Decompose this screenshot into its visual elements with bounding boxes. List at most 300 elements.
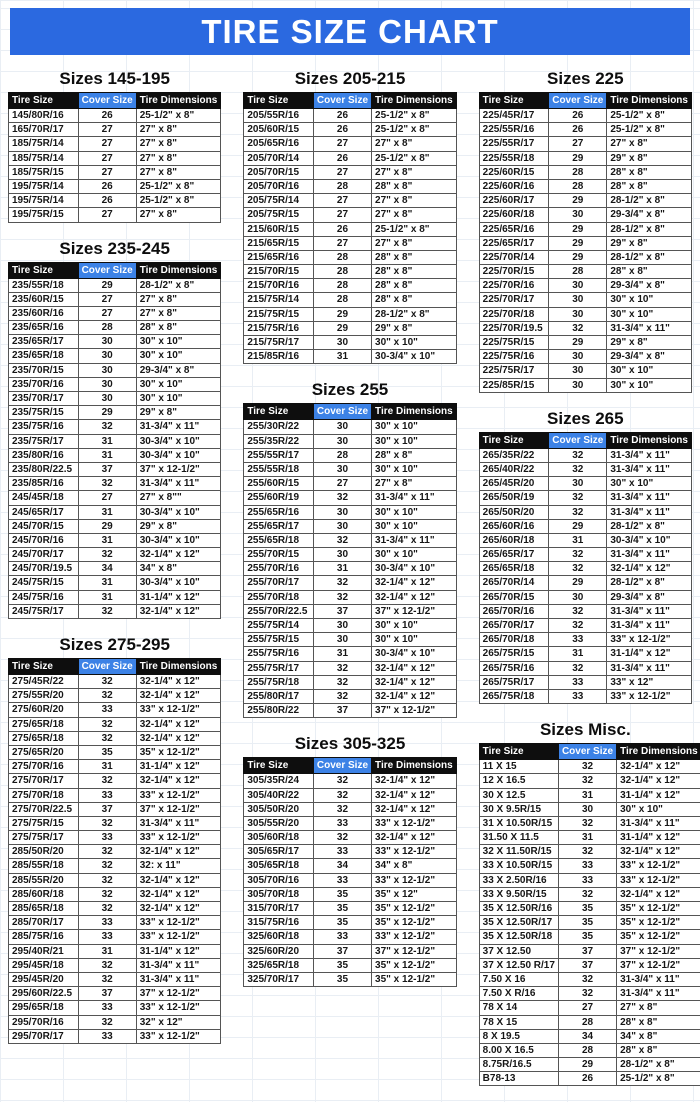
tire-size-cell: 255/35R/22 — [244, 434, 314, 448]
cover-size-cell: 30 — [549, 293, 607, 307]
tire-dimensions-cell: 33" x 12-1/2" — [372, 873, 457, 887]
table-row — [9, 831, 221, 845]
column-header-tire-size: Tire Size — [244, 404, 314, 420]
tire-size-cell: 285/60R/18 — [9, 887, 79, 901]
tire-dimensions-cell: 28" x 8" — [607, 179, 692, 193]
tire-size-cell: 265/35R/22 — [479, 448, 549, 462]
tire-dimensions-cell: 35" x 12-1/2" — [372, 958, 457, 972]
tire-size-cell: 195/75R/14 — [9, 179, 79, 193]
tire-dimensions-cell: 31-3/4" x 11" — [607, 661, 692, 675]
tire-dimensions-cell: 30" x 10" — [372, 420, 457, 434]
cover-size-cell: 31 — [78, 533, 136, 547]
tire-dimensions-cell: 30" x 10" — [372, 633, 457, 647]
table-row — [479, 944, 700, 958]
tire-size-cell: 265/70R/16 — [479, 604, 549, 618]
table-row — [479, 760, 700, 774]
column-header-cover-size: Cover Size — [78, 93, 136, 109]
cover-size-cell: 32 — [78, 902, 136, 916]
cover-size-cell: 32 — [78, 604, 136, 618]
table-row — [9, 194, 221, 208]
tire-size-cell: 78 X 14 — [479, 1001, 558, 1015]
tire-size-cell: 235/55R/18 — [9, 278, 79, 292]
cover-size-cell: 26 — [313, 109, 371, 123]
cover-size-cell: 35 — [313, 887, 371, 901]
table-row — [244, 661, 456, 675]
header-row — [479, 744, 700, 760]
tire-dimensions-cell: 30" x 10" — [372, 548, 457, 562]
cover-size-cell: 32 — [313, 491, 371, 505]
tire-dimensions-cell: 32-1/4" x 12" — [372, 689, 457, 703]
tire-size-cell: 215/70R/16 — [244, 279, 314, 293]
tire-dimensions-cell: 32-1/4" x 12" — [136, 548, 221, 562]
tire-size-cell: 185/75R/14 — [9, 137, 79, 151]
cover-size-cell: 29 — [549, 250, 607, 264]
table-row — [479, 265, 691, 279]
tire-size-cell: 235/60R/16 — [9, 306, 79, 320]
cover-size-cell: 29 — [549, 519, 607, 533]
table-row — [479, 236, 691, 250]
cover-size-cell: 30 — [549, 279, 607, 293]
cover-size-cell: 28 — [313, 265, 371, 279]
cover-size-cell: 29 — [549, 576, 607, 590]
tire-dimensions-cell: 25-1/2" x 8" — [617, 1072, 700, 1086]
cover-size-cell: 30 — [78, 392, 136, 406]
tire-size-cell: 225/60R/18 — [479, 208, 549, 222]
cover-size-cell: 32 — [313, 533, 371, 547]
table-title: Sizes 305-325 — [294, 734, 406, 754]
tire-size-cell: 265/60R/18 — [479, 533, 549, 547]
cover-size-cell: 34 — [558, 1029, 616, 1043]
table-row — [9, 406, 221, 420]
table-section-sizes-145-195 — [8, 69, 221, 223]
cover-size-cell: 29 — [78, 519, 136, 533]
tire-dimensions-cell: 30" x 10" — [136, 377, 221, 391]
tire-size-cell: 285/50R/20 — [9, 845, 79, 859]
tire-dimensions-cell: 25-1/2" x 8" — [372, 123, 457, 137]
tire-size-cell: 265/65R/18 — [479, 562, 549, 576]
tire-dimensions-cell: 32-1/4" x 12" — [136, 689, 221, 703]
tire-size-cell: 245/75R/16 — [9, 590, 79, 604]
tire-size-cell: 275/70R/22.5 — [9, 802, 79, 816]
tire-size-cell: 145/80R/16 — [9, 109, 79, 123]
table-row — [9, 859, 221, 873]
cover-size-cell: 32 — [78, 477, 136, 491]
cover-size-cell: 37 — [78, 802, 136, 816]
table-row — [9, 519, 221, 533]
tire-size-cell: 235/70R/17 — [9, 392, 79, 406]
table-row — [244, 194, 456, 208]
tire-size-cell: 255/55R/17 — [244, 448, 314, 462]
tire-dimensions-cell: 31-3/4" x 11" — [607, 462, 692, 476]
tire-dimensions-cell: 27" x 8" — [136, 165, 221, 179]
cover-size-cell: 28 — [549, 165, 607, 179]
table-row — [9, 434, 221, 448]
tire-size-cell: 33 X 2.50R/16 — [479, 873, 558, 887]
tire-dimensions-cell: 33" x 12-1/2" — [617, 859, 700, 873]
tire-table-sizes-305-325 — [243, 757, 456, 987]
cover-size-cell: 30 — [313, 336, 371, 350]
column-header-tire-size: Tire Size — [9, 262, 79, 278]
cover-size-cell: 33 — [558, 859, 616, 873]
tire-dimensions-cell: 27" x 8" — [136, 137, 221, 151]
table-row — [479, 491, 691, 505]
tire-dimensions-cell: 27" x 8" — [617, 1001, 700, 1015]
tire-size-cell: 205/55R/16 — [244, 109, 314, 123]
cover-size-cell: 37 — [78, 462, 136, 476]
table-title: Sizes 225 — [547, 69, 624, 88]
tire-size-cell: 225/75R/16 — [479, 350, 549, 364]
tire-dimensions-cell: 32-1/4" x 12" — [136, 675, 221, 689]
tire-size-cell: 255/75R/16 — [244, 647, 314, 661]
tire-dimensions-cell: 28" x 8" — [617, 1015, 700, 1029]
table-row — [9, 1029, 221, 1043]
tire-dimensions-cell: 27" x 8" — [372, 194, 457, 208]
tire-size-cell: 235/60R/15 — [9, 292, 79, 306]
tire-dimensions-cell: 25-1/2" x 8" — [136, 194, 221, 208]
cover-size-cell: 26 — [549, 109, 607, 123]
cover-size-cell: 32 — [558, 887, 616, 901]
tire-size-cell: 35 X 12.50R/16 — [479, 902, 558, 916]
tire-size-cell: 215/65R/15 — [244, 236, 314, 250]
tire-dimensions-cell: 32-1/4" x 12" — [136, 902, 221, 916]
tire-dimensions-cell: 29" x 8" — [136, 519, 221, 533]
tire-dimensions-cell: 33" x 12-1/2" — [136, 930, 221, 944]
tire-size-cell: 225/70R/19.5 — [479, 321, 549, 335]
tire-dimensions-cell: 33" x 12-1/2" — [607, 689, 692, 703]
tire-dimensions-cell: 33" x 12-1/2" — [372, 930, 457, 944]
table-row — [479, 845, 700, 859]
column-header-tire-dimensions: Tire Dimensions — [372, 404, 457, 420]
table-row — [479, 916, 700, 930]
tire-size-cell: 305/55R/20 — [244, 816, 314, 830]
cover-size-cell: 35 — [313, 902, 371, 916]
tire-dimensions-cell: 35" x 12-1/2" — [372, 972, 457, 986]
tire-dimensions-cell: 28-1/2" x 8" — [607, 222, 692, 236]
tire-size-cell: 265/70R/18 — [479, 633, 549, 647]
tire-size-cell: 255/65R/18 — [244, 533, 314, 547]
cover-size-cell: 32 — [313, 576, 371, 590]
tire-size-cell: 305/70R/18 — [244, 887, 314, 901]
table-row — [9, 845, 221, 859]
cover-size-cell: 30 — [313, 462, 371, 476]
tire-size-cell: 195/75R/15 — [9, 208, 79, 222]
tire-size-cell: 325/70R/17 — [244, 972, 314, 986]
tire-size-cell: 225/75R/15 — [479, 336, 549, 350]
table-row — [244, 137, 456, 151]
tire-dimensions-cell: 30" x 10" — [136, 335, 221, 349]
cover-size-cell: 32 — [558, 760, 616, 774]
cover-size-cell: 35 — [313, 972, 371, 986]
tire-size-cell: 275/70R/17 — [9, 774, 79, 788]
table-row — [244, 633, 456, 647]
column-header-cover-size: Cover Size — [558, 744, 616, 760]
tire-dimensions-cell: 30-3/4" x 10" — [136, 448, 221, 462]
tire-dimensions-cell: 31-3/4" x 11" — [607, 491, 692, 505]
tire-size-cell: 245/70R/19.5 — [9, 562, 79, 576]
column-header-tire-size: Tire Size — [479, 93, 549, 109]
tire-dimensions-cell: 30" x 10" — [372, 505, 457, 519]
tire-dimensions-cell: 33" x 12-1/2" — [136, 1029, 221, 1043]
tire-size-cell: 205/70R/15 — [244, 165, 314, 179]
tire-size-cell: 275/60R/20 — [9, 703, 79, 717]
table-row — [479, 179, 691, 193]
table-row — [479, 462, 691, 476]
cover-size-cell: 27 — [549, 137, 607, 151]
table-row — [479, 590, 691, 604]
tire-dimensions-cell: 29" x 8" — [607, 236, 692, 250]
table-row — [244, 675, 456, 689]
tire-size-cell: 235/85R/16 — [9, 477, 79, 491]
column-right — [479, 67, 698, 1102]
cover-size-cell: 30 — [78, 349, 136, 363]
tire-dimensions-cell: 32-1/4" x 12" — [136, 873, 221, 887]
cover-size-cell: 33 — [78, 930, 136, 944]
header-row — [9, 262, 221, 278]
cover-size-cell: 31 — [313, 647, 371, 661]
cover-size-cell: 32 — [313, 675, 371, 689]
tire-size-cell: 295/40R/21 — [9, 944, 79, 958]
tire-size-cell: 37 X 12.50 — [479, 944, 558, 958]
cover-size-cell: 32 — [78, 1015, 136, 1029]
tire-dimensions-cell: 28-1/2" x 8" — [617, 1058, 700, 1072]
cover-size-cell: 30 — [313, 434, 371, 448]
cover-size-cell: 28 — [558, 1043, 616, 1057]
tire-dimensions-cell: 29" x 8" — [607, 151, 692, 165]
cover-size-cell: 32 — [313, 831, 371, 845]
table-row — [244, 420, 456, 434]
table-row — [244, 845, 456, 859]
tire-size-cell: 35 X 12.50R/18 — [479, 930, 558, 944]
cover-size-cell: 28 — [313, 293, 371, 307]
tire-dimensions-cell: 31-1/4" x 12" — [617, 831, 700, 845]
tire-size-cell: 295/45R/18 — [9, 958, 79, 972]
cover-size-cell: 29 — [549, 236, 607, 250]
table-row — [244, 293, 456, 307]
cover-size-cell: 30 — [313, 619, 371, 633]
cover-size-cell: 28 — [313, 250, 371, 264]
tire-dimensions-cell: 35" x 12-1/2" — [372, 916, 457, 930]
tire-size-cell: 245/45R/18 — [9, 491, 79, 505]
table-title: Sizes 205-215 — [294, 69, 406, 88]
cover-size-cell: 30 — [313, 505, 371, 519]
tire-dimensions-cell: 32-1/4" x 12" — [372, 576, 457, 590]
tire-size-cell: 33 X 9.50R/15 — [479, 887, 558, 901]
tire-size-cell: 235/75R/16 — [9, 420, 79, 434]
cover-size-cell: 27 — [78, 165, 136, 179]
tire-dimensions-cell: 28" x 8" — [372, 265, 457, 279]
tire-size-cell: 235/65R/17 — [9, 335, 79, 349]
tire-size-cell: 215/75R/14 — [244, 293, 314, 307]
tire-dimensions-cell: 35" x 12-1/2" — [617, 902, 700, 916]
table-row — [244, 958, 456, 972]
tire-dimensions-cell: 32" x 12" — [136, 1015, 221, 1029]
table-row — [244, 519, 456, 533]
tire-size-cell: 285/55R/20 — [9, 873, 79, 887]
tire-size-cell: 265/40R/22 — [479, 462, 549, 476]
tire-dimensions-cell: 29" x 8" — [607, 336, 692, 350]
cover-size-cell: 32 — [78, 873, 136, 887]
cover-size-cell: 27 — [78, 151, 136, 165]
cover-size-cell: 35 — [558, 930, 616, 944]
tire-dimensions-cell: 30" x 10" — [372, 519, 457, 533]
table-row — [479, 619, 691, 633]
table-row — [244, 944, 456, 958]
tire-size-cell: 255/75R/15 — [244, 633, 314, 647]
cover-size-cell: 30 — [313, 633, 371, 647]
table-row — [244, 916, 456, 930]
table-row — [244, 576, 456, 590]
table-row — [244, 448, 456, 462]
tire-size-cell: B78-13 — [479, 1072, 558, 1086]
tire-size-cell: 225/70R/16 — [479, 279, 549, 293]
tire-dimensions-cell: 37" x 12-1/2" — [136, 462, 221, 476]
cover-size-cell: 30 — [549, 307, 607, 321]
table-row — [244, 802, 456, 816]
tire-dimensions-cell: 30" x 10" — [372, 619, 457, 633]
table-row — [9, 987, 221, 1001]
cover-size-cell: 35 — [313, 916, 371, 930]
cover-size-cell: 32 — [549, 562, 607, 576]
tire-dimensions-cell: 30" x 10" — [607, 378, 692, 392]
tire-size-cell: 325/60R/20 — [244, 944, 314, 958]
tire-size-cell: 8.00 X 16.5 — [479, 1043, 558, 1057]
cover-size-cell: 27 — [78, 123, 136, 137]
table-row — [244, 704, 456, 718]
tire-table-sizes-misc — [479, 743, 700, 1086]
tire-dimensions-cell: 30" x 10" — [607, 477, 692, 491]
table-row — [9, 349, 221, 363]
tire-dimensions-cell: 31-3/4" x 11" — [136, 958, 221, 972]
table-row — [244, 972, 456, 986]
table-row — [9, 292, 221, 306]
tire-dimensions-cell: 35" x 12-1/2" — [372, 902, 457, 916]
table-row — [9, 562, 221, 576]
table-row — [479, 1043, 700, 1057]
table-row — [479, 802, 700, 816]
table-row — [9, 774, 221, 788]
table-row — [9, 816, 221, 830]
table-row — [479, 208, 691, 222]
cover-size-cell: 26 — [549, 123, 607, 137]
tire-size-cell: 245/75R/15 — [9, 576, 79, 590]
cover-size-cell: 32 — [78, 675, 136, 689]
tire-dimensions-cell: 33" x 12-1/2" — [136, 831, 221, 845]
cover-size-cell: 32 — [78, 420, 136, 434]
tire-size-cell: 275/70R/16 — [9, 760, 79, 774]
tire-dimensions-cell: 31-1/4" x 12" — [607, 647, 692, 661]
tire-size-cell: 255/75R/14 — [244, 619, 314, 633]
tire-dimensions-cell: 32-1/4" x 12" — [136, 845, 221, 859]
table-row — [479, 859, 700, 873]
column-header-tire-size: Tire Size — [244, 93, 314, 109]
tire-size-cell: 215/85R/16 — [244, 350, 314, 364]
table-row — [9, 1015, 221, 1029]
table-row — [244, 151, 456, 165]
cover-size-cell: 26 — [78, 194, 136, 208]
tire-dimensions-cell: 25-1/2" x 8" — [136, 109, 221, 123]
tire-size-cell: 215/75R/16 — [244, 321, 314, 335]
table-row — [244, 208, 456, 222]
cover-size-cell: 30 — [78, 377, 136, 391]
table-row — [479, 562, 691, 576]
tire-size-cell: 255/70R/18 — [244, 590, 314, 604]
cover-size-cell: 28 — [313, 179, 371, 193]
table-row — [244, 533, 456, 547]
table-row — [9, 873, 221, 887]
tire-table-sizes-265 — [479, 432, 692, 704]
tire-dimensions-cell: 30" x 10" — [372, 434, 457, 448]
page — [0, 8, 700, 1102]
tire-size-cell: 295/45R/20 — [9, 972, 79, 986]
column-header-tire-dimensions: Tire Dimensions — [372, 93, 457, 109]
table-row — [479, 902, 700, 916]
table-row — [244, 887, 456, 901]
table-row — [244, 109, 456, 123]
cover-size-cell: 29 — [549, 151, 607, 165]
tire-dimensions-cell: 31-3/4" x 11" — [607, 448, 692, 462]
table-title: Sizes 235-245 — [59, 238, 170, 258]
tire-table-sizes-145-195 — [8, 92, 221, 223]
table-row — [479, 109, 691, 123]
table-row — [9, 1001, 221, 1015]
table-row — [479, 689, 691, 703]
header-row — [479, 93, 691, 109]
cover-size-cell: 28 — [313, 279, 371, 293]
cover-size-cell: 27 — [313, 165, 371, 179]
cover-size-cell: 35 — [558, 916, 616, 930]
cover-size-cell: 31 — [78, 590, 136, 604]
tire-size-cell: 275/65R/20 — [9, 745, 79, 759]
tire-size-cell: 32 X 11.50R/15 — [479, 845, 558, 859]
cover-size-cell: 32 — [313, 774, 371, 788]
table-row — [479, 151, 691, 165]
cover-size-cell: 33 — [313, 845, 371, 859]
tire-dimensions-cell: 32-1/4" x 12" — [607, 562, 692, 576]
cover-size-cell: 33 — [78, 703, 136, 717]
tire-table-sizes-255 — [243, 403, 456, 718]
column-header-tire-dimensions: Tire Dimensions — [136, 659, 221, 675]
tire-dimensions-cell: 37" x 12-1/2" — [372, 704, 457, 718]
cover-size-cell: 31 — [78, 944, 136, 958]
cover-size-cell: 29 — [549, 336, 607, 350]
tire-dimensions-cell: 25-1/2" x 8" — [372, 109, 457, 123]
header-row — [244, 758, 456, 774]
cover-size-cell: 31 — [549, 647, 607, 661]
tire-dimensions-cell: 32-1/4" x 12" — [617, 887, 700, 901]
cover-size-cell: 27 — [558, 1001, 616, 1015]
tire-size-cell: 35 X 12.50R/17 — [479, 916, 558, 930]
table-row — [9, 703, 221, 717]
tire-size-cell: 185/75R/14 — [9, 151, 79, 165]
table-section-sizes-235-245 — [8, 239, 221, 620]
table-row — [9, 944, 221, 958]
cover-size-cell: 26 — [313, 222, 371, 236]
tire-size-cell: 305/65R/18 — [244, 859, 314, 873]
column-header-cover-size: Cover Size — [313, 93, 371, 109]
table-row — [244, 222, 456, 236]
tire-dimensions-cell: 30" x 10" — [607, 364, 692, 378]
tire-size-cell: 255/60R/19 — [244, 491, 314, 505]
tire-size-cell: 235/65R/18 — [9, 349, 79, 363]
cover-size-cell: 32 — [549, 462, 607, 476]
tire-table-sizes-205-215 — [243, 92, 456, 364]
cover-size-cell: 37 — [558, 958, 616, 972]
cover-size-cell: 34 — [313, 859, 371, 873]
cover-size-cell: 31 — [558, 788, 616, 802]
tire-dimensions-cell: 30-3/4" x 10" — [136, 434, 221, 448]
tire-size-cell: 225/60R/15 — [479, 165, 549, 179]
tire-size-cell: 215/65R/16 — [244, 250, 314, 264]
